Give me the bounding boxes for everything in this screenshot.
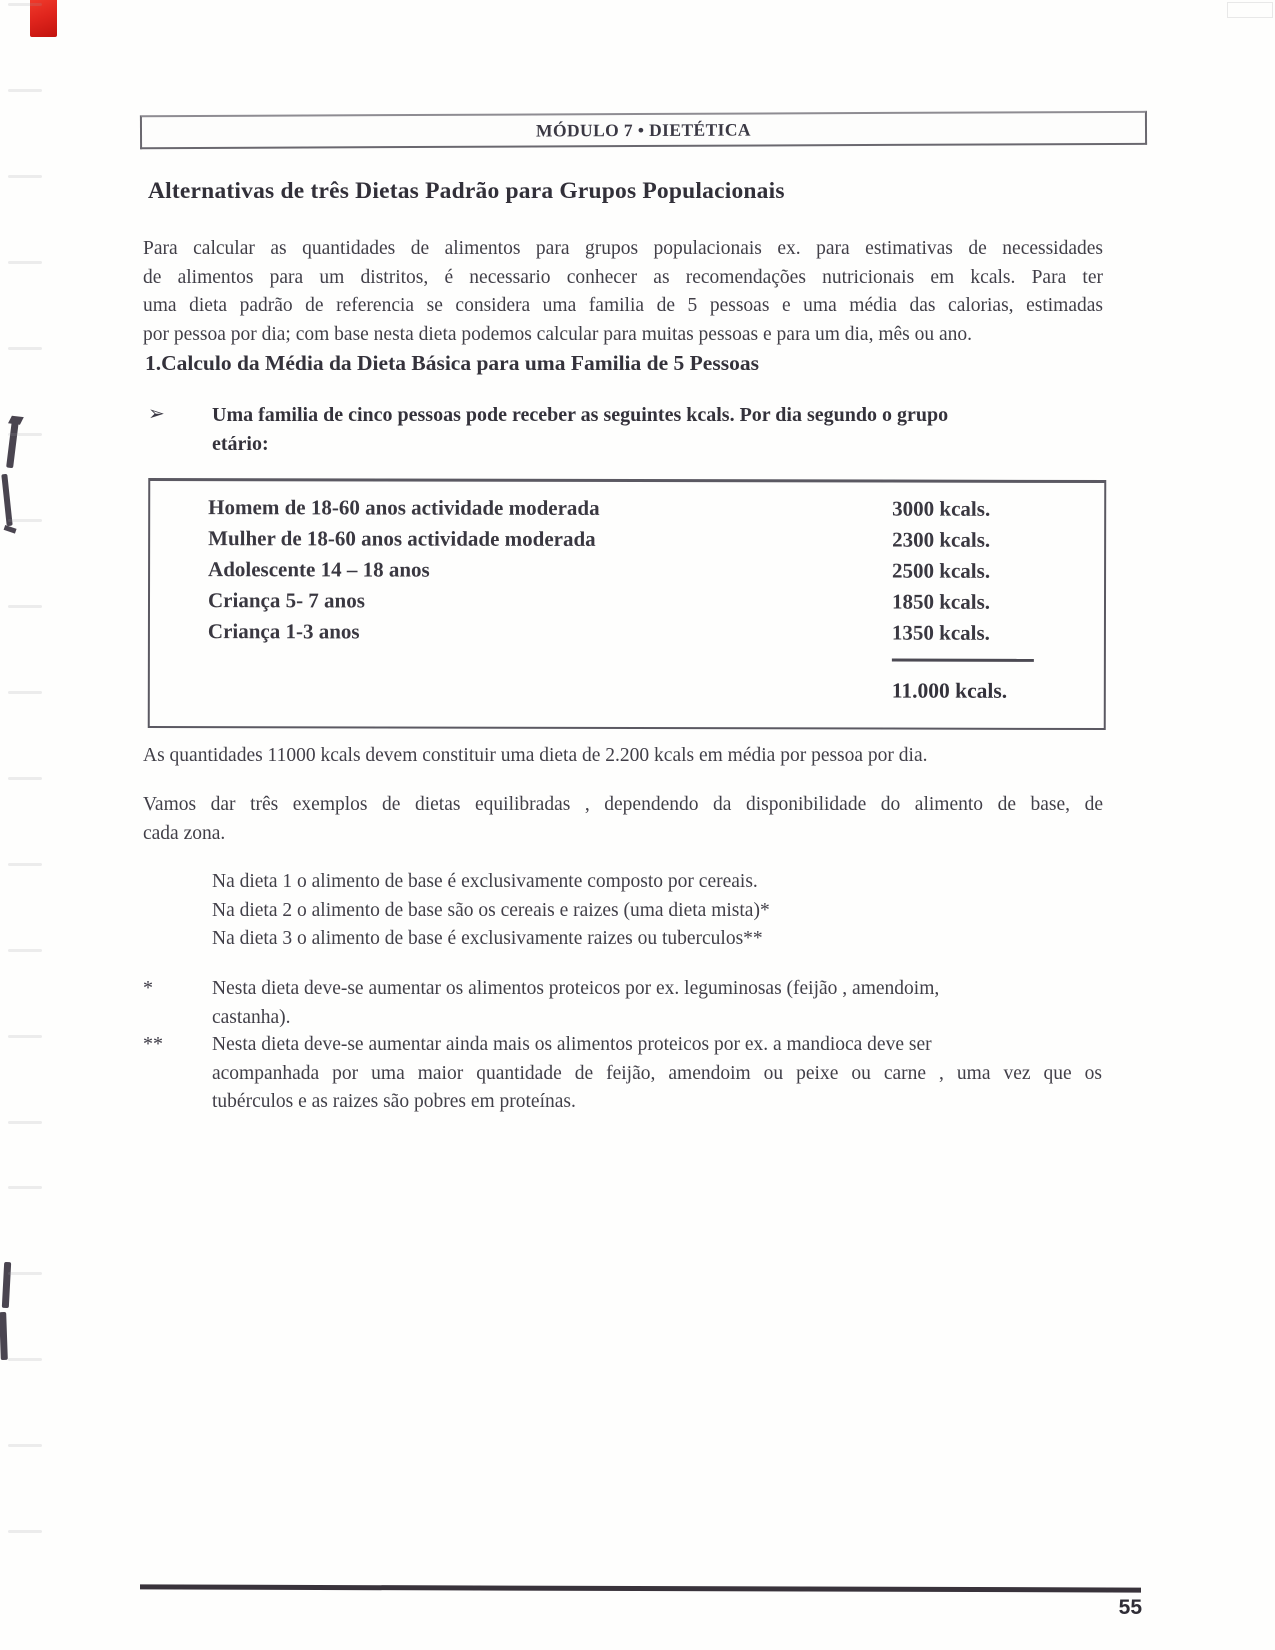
left-margin-dash <box>8 1186 42 1189</box>
double-asterisk-marker: ** <box>143 1033 163 1055</box>
left-margin-dash <box>8 89 42 92</box>
module-header-box <box>140 111 1147 149</box>
left-margin-dash <box>8 1272 42 1275</box>
table-row <box>208 526 1074 559</box>
footnote-text <box>212 1031 1102 1117</box>
section-heading: 1.Calculo da Média da Dieta Básica para uma Familia de 5 Pessoas <box>145 351 759 375</box>
row-value: 2300 kcals. <box>892 527 991 552</box>
paragraph-line: uma dieta padrão de referencia se considera uma familia de 5 pessoas e uma média das calorias, estimadas <box>143 295 1103 316</box>
left-margin-dash <box>8 777 42 780</box>
left-margin-dash <box>8 347 42 350</box>
row-label: Mulher de 18-60 anos actividade moderada <box>208 526 596 551</box>
page-title: Alternativas de três Dietas Padrão para Grupos Populacionais <box>148 178 785 204</box>
diet-list <box>212 868 1102 954</box>
row-value: 3000 kcals. <box>892 496 991 521</box>
left-margin-dash <box>8 691 42 694</box>
table-row <box>208 588 1074 621</box>
table-row <box>208 619 1074 652</box>
row-value: 2500 kcals. <box>892 558 991 583</box>
footnote-line: castanha). <box>212 1006 291 1028</box>
examples-paragraph <box>143 791 1103 848</box>
footnote-line: acompanhada por uma maior quantidade de feijão, amendoim ou peixe ou carne , uma vez que os <box>212 1062 1102 1084</box>
footer-rule <box>140 1584 1141 1592</box>
left-margin-dash <box>8 949 42 952</box>
paragraph-line: cada zona. <box>143 822 226 844</box>
row-label: Homem de 18-60 anos actividade moderada <box>208 495 600 520</box>
table-row <box>208 557 1074 590</box>
left-margin-dash <box>8 605 42 608</box>
pen-mark <box>2 1262 11 1308</box>
diet-line: Na dieta 1 o alimento de base é exclusivamente composto por cereais. <box>212 871 758 892</box>
intro-paragraph <box>143 235 1103 349</box>
footnote <box>143 975 1143 1032</box>
paragraph-line: por pessoa por dia; com base nesta dieta podemos calcular para muitas pessoas e para um dia, mês ou ano. <box>143 323 973 345</box>
left-margin-dash <box>8 1444 42 1447</box>
row-label: Adolescente 14 – 18 anos <box>208 557 430 582</box>
footnote-line: Nesta dieta deve-se aumentar ainda mais os alimentos proteicos por ex. a mandioca deve ser <box>212 1034 932 1055</box>
footnote <box>143 1031 1143 1117</box>
bullet-line: Uma familia de cinco pessoas pode receber as seguintes kcals. Por dia segundo o grupo <box>212 404 949 426</box>
asterisk-marker: * <box>143 977 153 999</box>
kcal-table <box>148 478 1107 730</box>
bullet-line: etário: <box>212 432 269 455</box>
left-margin-dash <box>8 863 42 866</box>
bullet-text <box>212 401 948 458</box>
arrow-bullet-icon: ➢ <box>148 403 165 425</box>
paragraph-line: Para calcular as quantidades de alimentos para grupos populacionais ex. para estimativas de necessidades <box>143 238 1103 259</box>
row-value: 1850 kcals. <box>891 589 991 614</box>
pen-mark <box>0 1312 8 1360</box>
left-margin-dash <box>8 433 42 436</box>
after-table-paragraph <box>143 742 1103 771</box>
diet-line: Na dieta 3 o alimento de base é exclusivamente raizes ou tuberculos** <box>212 928 763 949</box>
paragraph-line: Vamos dar três exemplos de dietas equilibradas , dependendo da disponibilidade do alimento de base, de <box>143 794 1103 815</box>
footnote-line: Nesta dieta deve-se aumentar os alimentos proteicos por ex. leguminosas (feijão , amendoim, <box>212 978 940 999</box>
table-row <box>208 495 1074 528</box>
paragraph-line: de alimentos para um distritos, é necessario conhecer as recomendações nutricionais em kcals. Para ter <box>143 266 1103 288</box>
module-header-label: MÓDULO 7 • DIETÉTICA <box>535 119 751 140</box>
pen-mark <box>6 420 19 468</box>
left-margin-dash <box>8 1530 42 1533</box>
left-margin-dash <box>8 1035 42 1038</box>
left-margin-dash <box>8 519 42 522</box>
footnote-line: tubérculos e as raizes são pobres em proteínas. <box>212 1091 576 1112</box>
total-divider-line <box>892 659 1034 662</box>
left-margin-dash <box>8 261 42 264</box>
row-value: 1350 kcals. <box>891 620 990 645</box>
row-label: Criança 5- 7 anos <box>207 588 365 613</box>
row-label: Criança 1-3 anos <box>207 619 360 644</box>
total-value: 11.000 kcals. <box>891 678 1008 703</box>
diet-line: Na dieta 2 o alimento de base são os cereais e raizes (uma dieta mista)* <box>212 899 770 921</box>
footnote-text <box>212 975 1102 1032</box>
bullet-item <box>148 401 1078 458</box>
scan-corner-artifact <box>1227 2 1273 18</box>
left-margin-dash <box>8 1358 42 1361</box>
left-margin-dash <box>8 1121 42 1124</box>
paragraph-line: As quantidades 11000 kcals devem constituir uma dieta de 2.200 kcals em média por pessoa por dia. <box>143 745 928 766</box>
left-margin-dash <box>8 175 42 178</box>
page-number: 55 <box>1118 1596 1142 1619</box>
left-margin-dash <box>8 3 42 6</box>
